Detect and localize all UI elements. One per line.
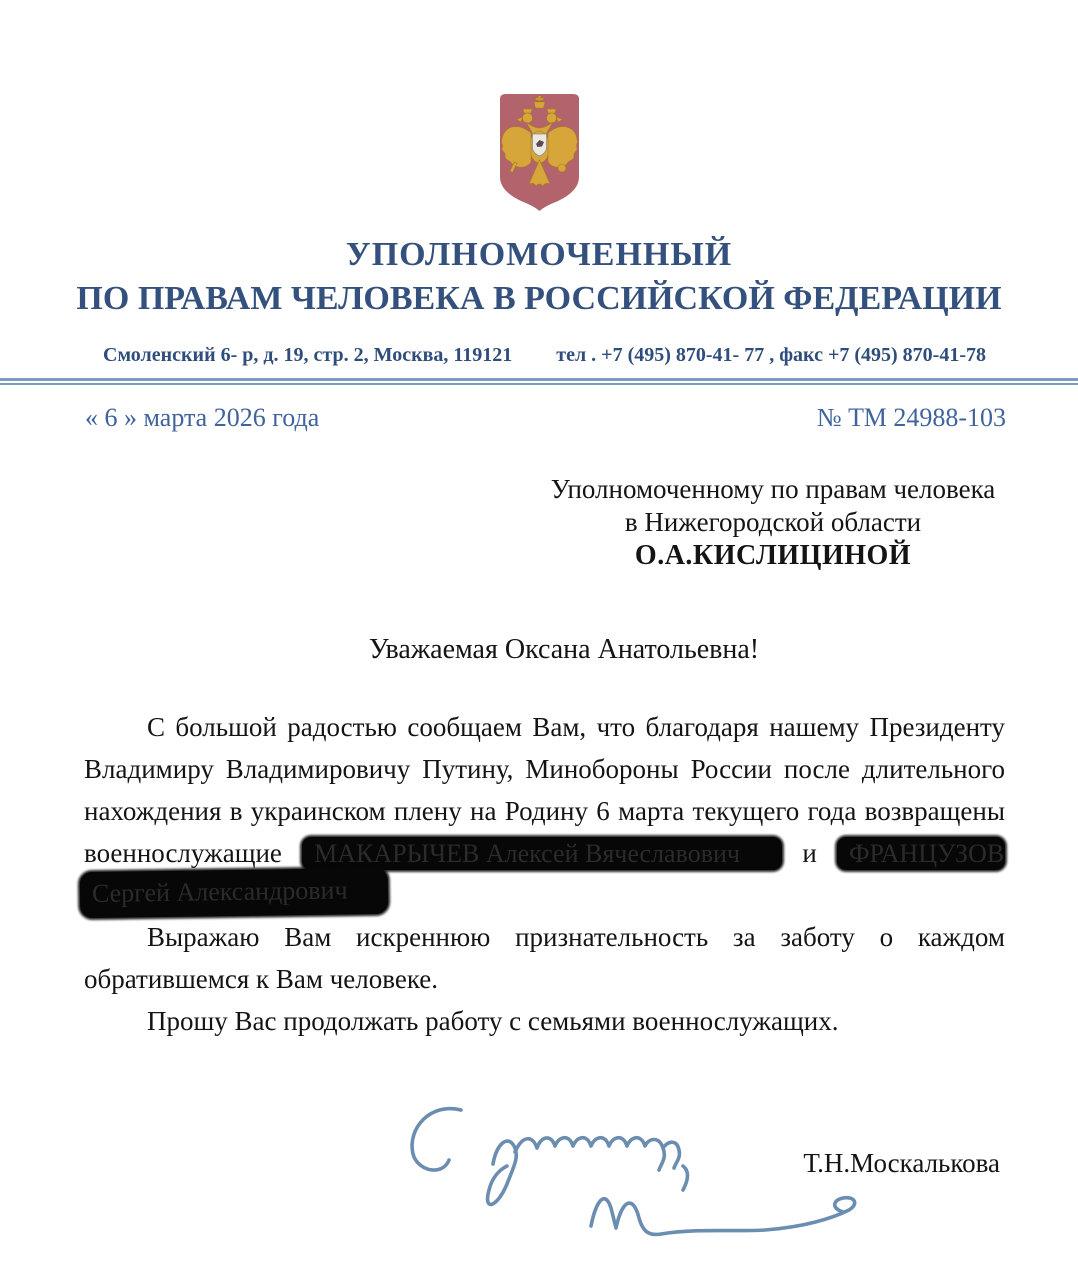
salutation: Уважаемая Оксана Анатольевна! — [368, 634, 760, 665]
body-line — [84, 874, 1005, 916]
org-title-line2: ПО ПРАВАМ ЧЕЛОВЕКА В РОССИЙСКОЙ ФЕДЕРАЦИИ — [76, 280, 1002, 317]
recipient-line1: Уполномоченному по правам человека — [550, 474, 996, 504]
body-text: и — [802, 838, 817, 868]
body-text: Прошу Вас продолжать работу с семьями военнослужащих. — [147, 1006, 839, 1036]
redaction-bar — [302, 837, 782, 870]
letter-body — [84, 706, 1005, 1042]
paragraph — [84, 1000, 1005, 1042]
body-text: Выражаю Вам искреннюю признательность за заботу о каждом — [147, 922, 1005, 952]
letter-number: № ТМ 24988-103 — [816, 403, 1006, 432]
paragraph — [84, 916, 1005, 1000]
meta-row — [0, 401, 1078, 435]
recipient-block — [538, 473, 1008, 572]
redacted-text: МАКАРЫЧЕВ Алексей Вячеславович — [314, 838, 740, 868]
recipient-line2: в Нижегородской области — [624, 507, 922, 537]
signature-name: Т.Н.Москалькова — [803, 1148, 1000, 1178]
redaction-bar — [80, 868, 389, 918]
body-line — [84, 1000, 1005, 1042]
crest-wrap — [0, 92, 1078, 212]
letterhead-address: Смоленский 6- р, д. 19, стр. 2, Москва, 119121 — [103, 344, 513, 366]
paragraph — [84, 706, 1005, 916]
redaction-bar — [837, 837, 1005, 870]
body-line — [84, 748, 1005, 790]
body-line — [84, 958, 1005, 1000]
body-line — [84, 832, 1005, 874]
redacted-text: Сергей Александрович — [91, 875, 348, 908]
contact-row — [0, 342, 1078, 368]
signature-block — [0, 1070, 1078, 1280]
body-text: Владимиру Владимировичу Путину, Минобороны России после длительного — [84, 754, 1005, 784]
body-text: обратившемся к Вам человеке. — [84, 964, 439, 994]
body-line — [84, 706, 1005, 748]
org-title-line1: УПОЛНОМОЧЕННЫЙ — [345, 236, 733, 273]
letterhead-phone: тел . +7 (495) 870-41- 77 , факс +7 (495) 870-41-78 — [556, 344, 986, 366]
body-text: С большой радостью сообщаем Вам, что благодаря нашему Президенту — [147, 712, 1005, 742]
double-rule-divider — [0, 378, 1078, 385]
coat-of-arms-icon — [492, 92, 587, 212]
body-line — [84, 916, 1005, 958]
redacted-text: ФРАНЦУЗОВ — [848, 838, 1005, 868]
body-text: военнослужащие — [84, 838, 282, 868]
recipient-name: О.А.КИСЛИЦИНОЙ — [634, 540, 912, 571]
org-title — [0, 234, 1078, 322]
letter-date: « 6 » марта 2026 года — [85, 403, 320, 432]
body-line — [84, 790, 1005, 832]
body-text: нахождения в украинском плену на Родину 6 марта текущего года возвращены — [84, 796, 1005, 826]
